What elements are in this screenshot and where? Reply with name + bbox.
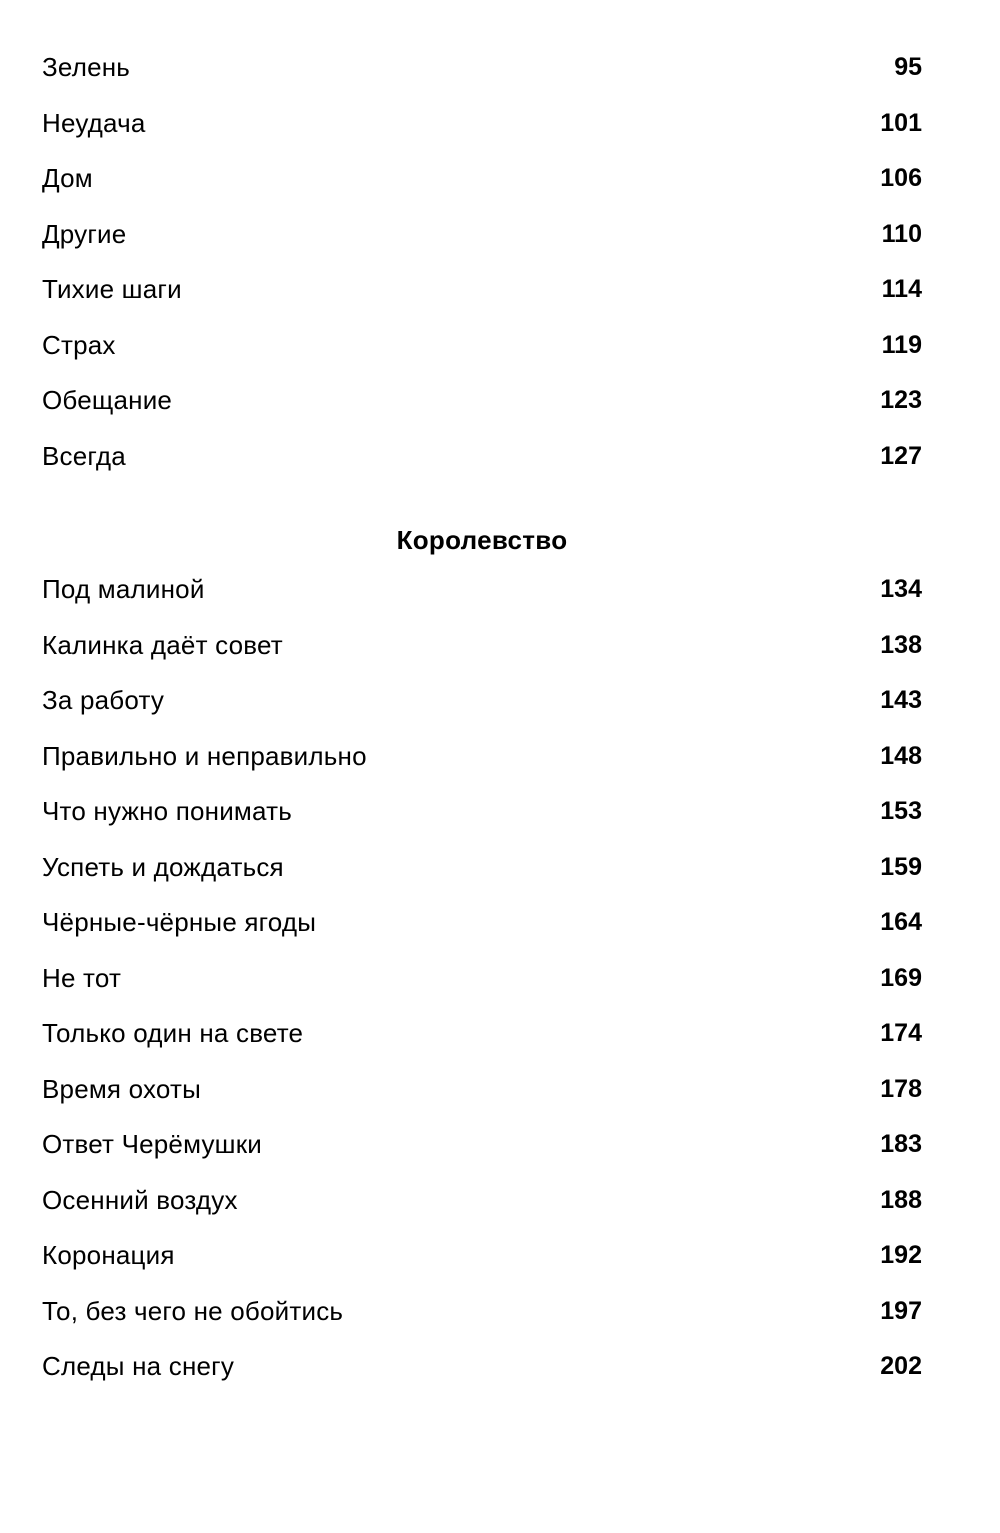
toc-entry-row[interactable] — [42, 784, 922, 840]
toc-entry-title[interactable]: Под малиной — [42, 574, 205, 605]
toc-entry-title[interactable]: То, без чего не обойтись — [42, 1295, 344, 1326]
toc-entry-page-number: 183 — [880, 1130, 922, 1159]
toc-entry-page-number: 134 — [880, 575, 922, 604]
toc-entry-title[interactable]: Неудача — [42, 107, 146, 138]
toc-entry-title[interactable]: Время охоты — [42, 1073, 201, 1104]
toc-entry-page-number: 197 — [880, 1296, 922, 1325]
toc-entry-page-number: 159 — [880, 852, 922, 881]
toc-entry-page-number: 101 — [880, 108, 922, 137]
toc-entry-page-number: 153 — [880, 797, 922, 826]
toc-entry-row[interactable] — [42, 1173, 922, 1229]
toc-entry-row[interactable] — [42, 1339, 922, 1395]
toc-entry-page-number: 123 — [880, 386, 922, 415]
toc-entry-page-number: 174 — [880, 1019, 922, 1048]
toc-entry-page-number: 110 — [881, 219, 922, 248]
toc-entry-row[interactable] — [42, 1117, 922, 1173]
toc-entry-page-number: 95 — [894, 53, 922, 82]
toc-entry-title[interactable]: Другие — [42, 218, 127, 249]
toc-entry-page-number: 127 — [880, 441, 922, 470]
toc-entry-page-number: 169 — [880, 963, 922, 992]
toc-entry-row[interactable] — [42, 729, 922, 785]
toc-entry-title[interactable]: Ответ Черёмушки — [42, 1129, 263, 1160]
toc-entry-row[interactable] — [42, 40, 922, 96]
toc-entry-title[interactable]: Следы на снегу — [42, 1351, 235, 1382]
toc-entry-page-number: 188 — [880, 1185, 922, 1214]
toc-entry-row[interactable] — [42, 96, 922, 152]
toc-entry-row[interactable] — [42, 951, 922, 1007]
toc-entry-row[interactable] — [42, 151, 922, 207]
toc-entry-row[interactable] — [42, 673, 922, 729]
toc-entry-title[interactable]: Коронация — [42, 1240, 175, 1271]
toc-entry-page-number: 143 — [880, 686, 922, 715]
toc-entry-row[interactable] — [42, 373, 922, 429]
toc-entry-row[interactable] — [42, 840, 922, 896]
toc-entry-row[interactable] — [42, 207, 922, 263]
toc-entry-row[interactable] — [42, 429, 922, 485]
toc-entry-title[interactable]: Калинка даёт совет — [42, 629, 283, 660]
toc-entry-title[interactable]: Успеть и дождаться — [42, 851, 284, 882]
toc-entry-title[interactable]: Всегда — [42, 440, 126, 471]
toc-entry-page-number: 148 — [880, 741, 922, 770]
toc-body — [42, 40, 922, 1395]
toc-entry-title[interactable]: Зелень — [42, 52, 131, 83]
toc-entry-title[interactable]: Что нужно понимать — [42, 796, 292, 827]
table-of-contents — [42, 40, 922, 1395]
toc-entry-title[interactable]: Только один на свете — [42, 1018, 304, 1049]
toc-entry-title[interactable]: Страх — [42, 329, 116, 360]
toc-entry-title[interactable]: Не тот — [42, 962, 122, 993]
toc-entry-row[interactable] — [42, 1228, 922, 1284]
toc-entry-title[interactable]: Дом — [42, 163, 93, 194]
toc-entry-row[interactable] — [42, 895, 922, 951]
toc-section-heading: Королевство — [396, 525, 568, 555]
toc-entry-title[interactable]: Чёрные-чёрные ягоды — [42, 907, 317, 938]
toc-entry-row[interactable] — [42, 562, 922, 618]
toc-entry-page-number: 202 — [880, 1352, 922, 1381]
toc-entry-page-number: 138 — [880, 630, 922, 659]
toc-entry-row[interactable] — [42, 1284, 922, 1340]
toc-section-row — [42, 484, 922, 562]
toc-entry-row[interactable] — [42, 318, 922, 374]
toc-entry-title[interactable]: Тихие шаги — [42, 274, 182, 305]
toc-entry-page-number: 119 — [881, 330, 922, 359]
toc-entry-title[interactable]: Обещание — [42, 385, 173, 416]
toc-entry-row[interactable] — [42, 1006, 922, 1062]
toc-entry-page-number: 164 — [880, 908, 922, 937]
toc-entry-page-number: 114 — [881, 275, 922, 304]
toc-entry-row[interactable] — [42, 1062, 922, 1118]
toc-entry-title[interactable]: Осенний воздух — [42, 1184, 238, 1215]
toc-entry-page-number: 192 — [880, 1241, 922, 1270]
toc-entry-page-number: 178 — [880, 1074, 922, 1103]
toc-entry-row[interactable] — [42, 618, 922, 674]
toc-entry-title[interactable]: За работу — [42, 685, 165, 716]
toc-entry-title[interactable]: Правильно и неправильно — [42, 740, 367, 771]
toc-entry-page-number: 106 — [880, 164, 922, 193]
toc-entry-row[interactable] — [42, 262, 922, 318]
